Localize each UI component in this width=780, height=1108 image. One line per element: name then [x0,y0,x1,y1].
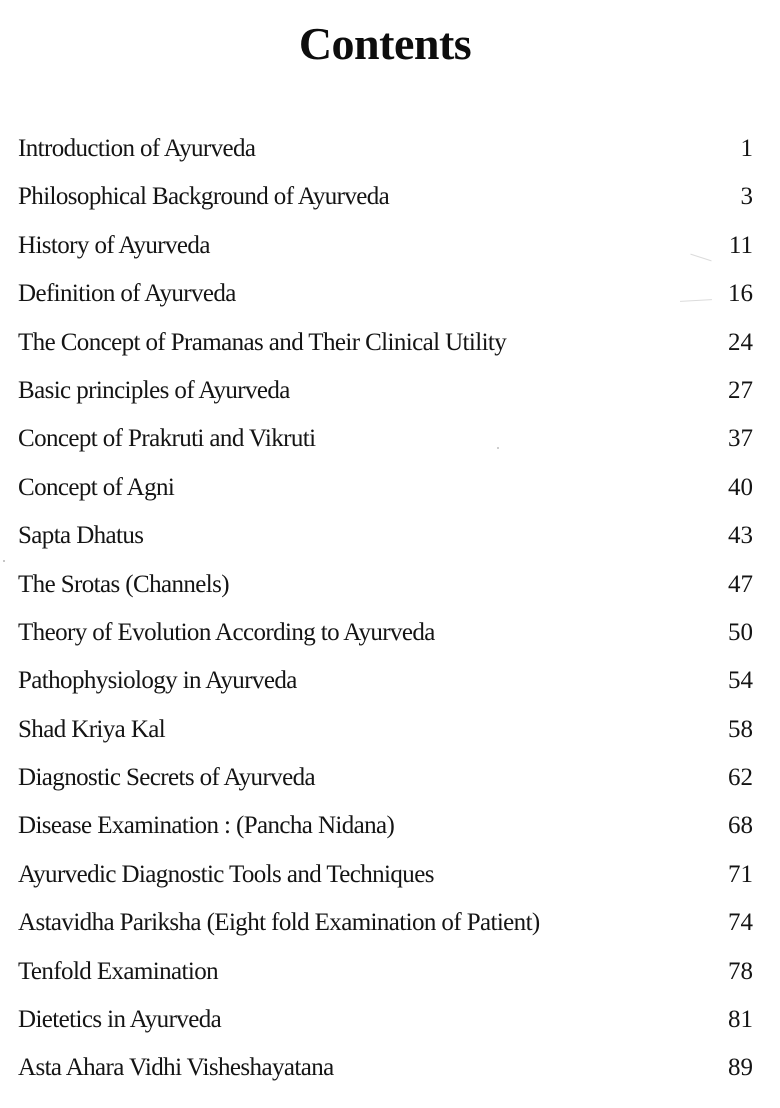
toc-entry-page-number: 1 [740,135,753,162]
toc-entry-title: Philosophical Background of Ayurveda [18,183,390,211]
toc-entry-page-number: 3 [740,183,753,211]
toc-entry-title: Pathophysiology in Ayurveda [18,667,297,695]
toc-entry [18,464,753,512]
toc-entry [18,657,753,705]
toc-entry [18,270,753,318]
toc-entry-page-number: 62 [728,764,753,792]
toc-entry-page-number: 47 [728,570,753,598]
toc-entry-title: Definition of Ayurveda [18,280,236,308]
toc-entry [18,948,753,996]
toc-entry-title: Sapta Dhatus [18,522,144,550]
toc-entry-page-number: 71 [728,860,753,888]
toc-entry-title: Introduction of Ayurveda [18,135,256,162]
toc-entry [18,851,753,899]
toc-entry [18,415,753,463]
toc-entry-title: Basic principles of Ayurveda [18,376,290,404]
toc-entry-page-number: 24 [728,328,753,356]
table-of-contents [18,125,753,1093]
toc-entry-page-number: 50 [728,618,753,646]
toc-entry [18,609,753,657]
toc-entry [18,899,753,947]
toc-entry-page-number: 40 [728,473,753,501]
toc-entry-title: The Srotas (Channels) [18,570,229,598]
toc-entry [18,996,753,1044]
toc-entry-page-number: 11 [728,231,753,259]
toc-entry [18,754,753,802]
toc-entry-title: Tenfold Examination [18,957,218,985]
toc-entry-page-number: 89 [728,1054,753,1082]
toc-entry-title: History of Ayurveda [18,231,210,259]
toc-entry [18,561,753,609]
page-title: Contents [298,18,472,69]
toc-entry-page-number: 27 [728,376,753,404]
toc-entry [18,222,753,270]
toc-entry [18,706,753,754]
toc-entry-page-number: 68 [728,812,753,840]
toc-entry [18,512,753,560]
toc-entry-page-number: 16 [728,280,753,308]
toc-entry [18,1044,753,1092]
toc-entry [18,125,753,173]
toc-entry-title: Dietetics in Ayurveda [18,1006,222,1034]
scan-speck [3,560,5,562]
toc-entry-title: Astavidha Pariksha (Eight fold Examination of Patient) [18,909,540,937]
toc-entry-page-number: 54 [728,667,753,695]
toc-entry-page-number: 58 [728,715,753,743]
toc-entry-title: The Concept of Pramanas and Their Clinical Utility [18,328,507,356]
toc-entry [18,367,753,415]
toc-entry-title: Diagnostic Secrets of Ayurveda [18,764,315,792]
toc-entry-title: Concept of Agni [18,473,175,501]
toc-entry-title: Theory of Evolution According to Ayurveda [18,618,435,646]
toc-entry [18,319,753,367]
scan-speck [497,447,499,449]
toc-entry-page-number: 43 [728,522,753,550]
toc-entry-title: Shad Kriya Kal [18,715,166,743]
toc-entry-title: Asta Ahara Vidhi Visheshayatana [18,1054,334,1082]
toc-entry [18,173,753,221]
toc-entry-page-number: 37 [728,425,753,453]
toc-entry-page-number: 81 [728,1006,753,1034]
toc-entry-title: Ayurvedic Diagnostic Tools and Techniques [18,860,434,888]
toc-entry-page-number: 78 [728,957,753,985]
toc-entry-title: Concept of Prakruti and Vikruti [18,425,316,453]
toc-entry-title: Disease Examination : (Pancha Nidana) [18,812,395,840]
toc-entry-page-number: 74 [728,909,753,937]
toc-entry [18,802,753,850]
